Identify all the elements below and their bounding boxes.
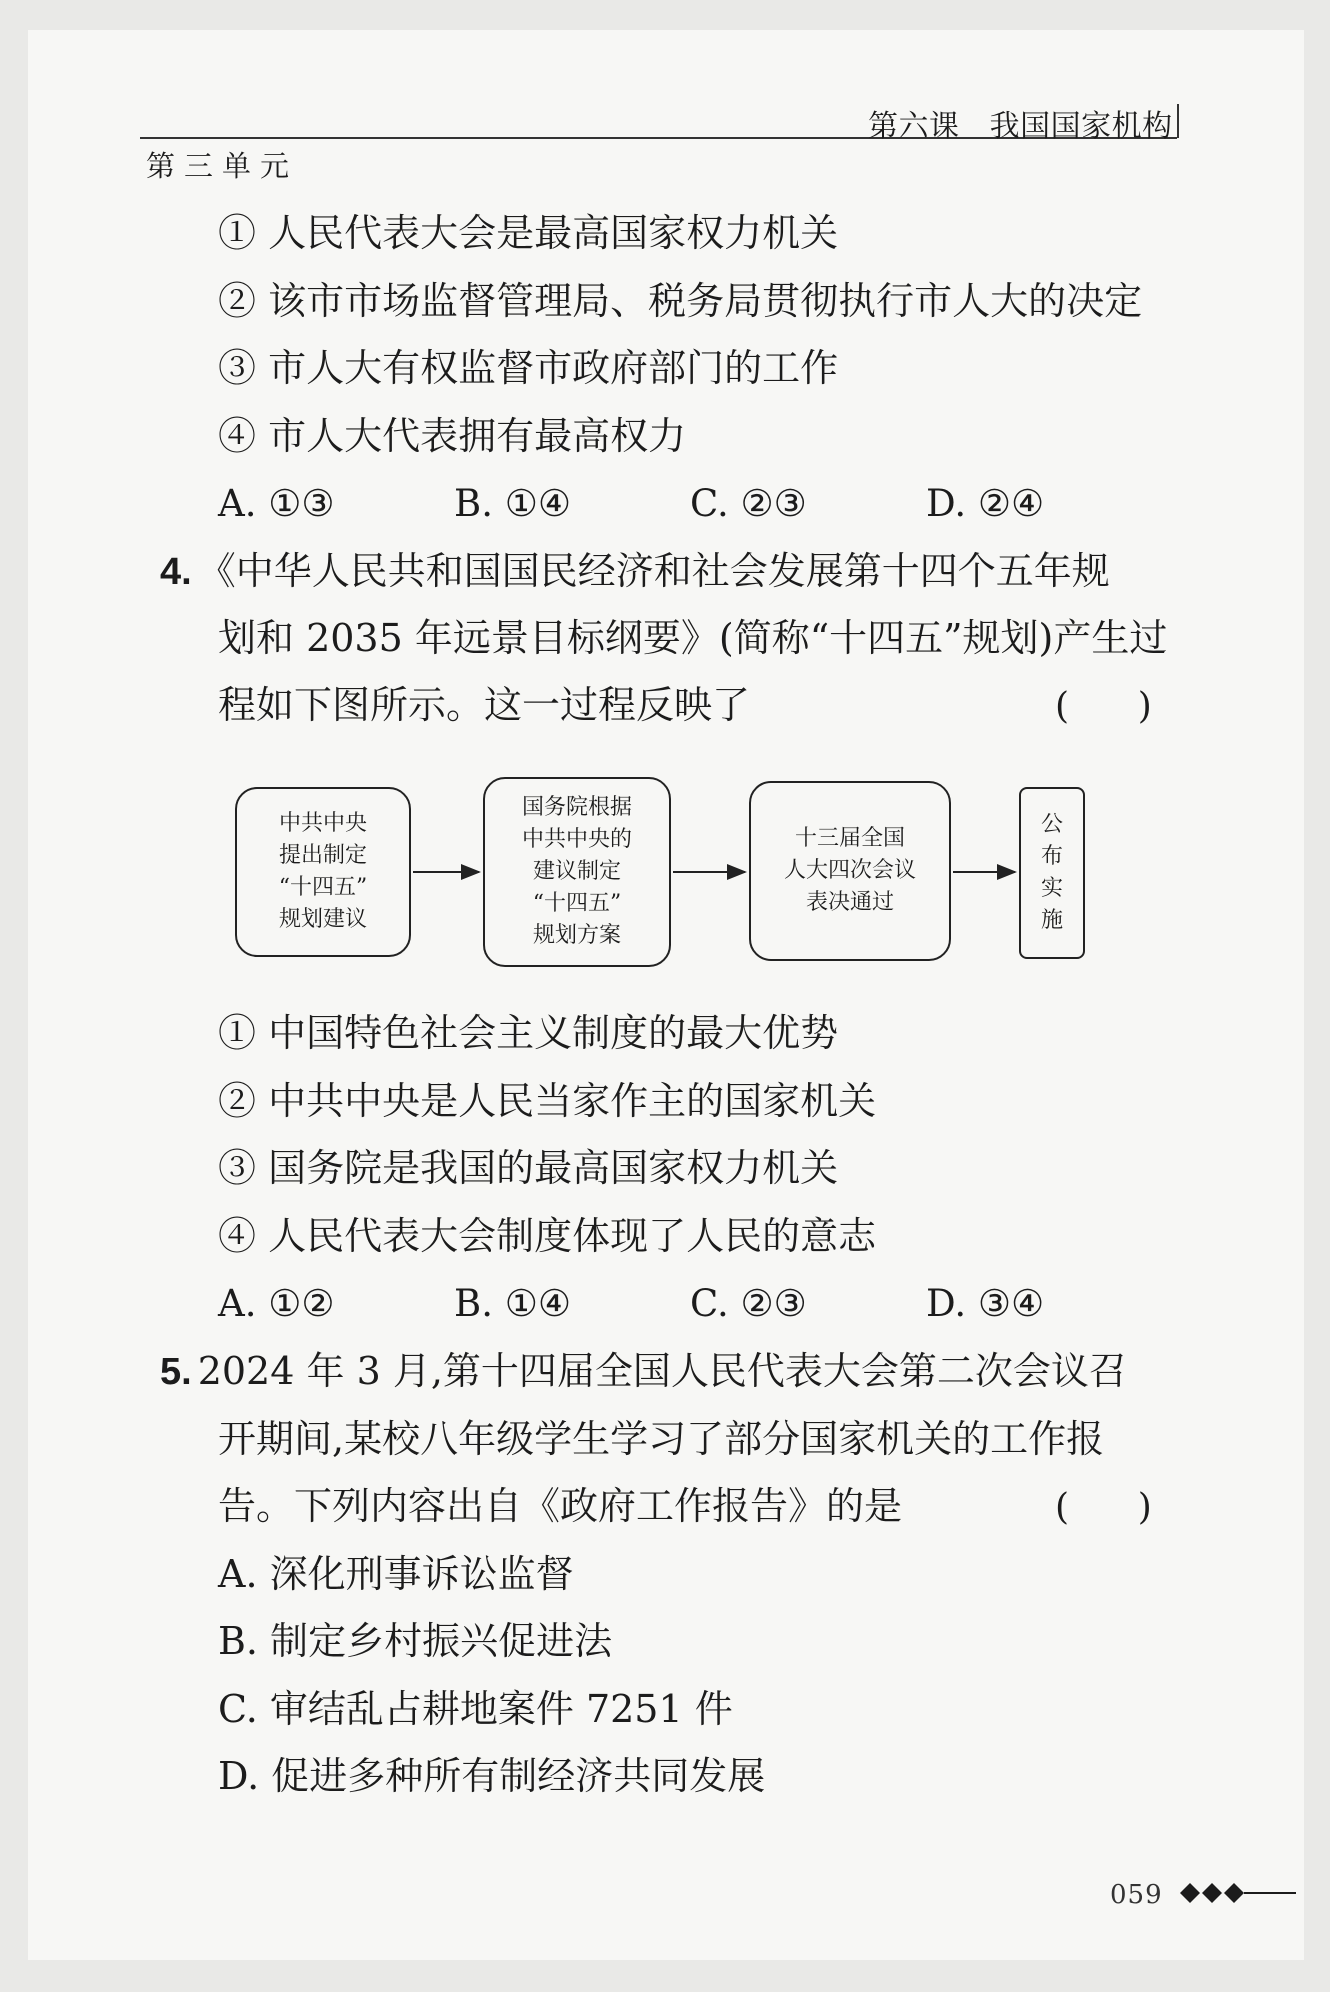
- q4-number: 4.: [160, 551, 192, 593]
- q4-option-a: A. ①②: [218, 1282, 335, 1325]
- lesson-title: 第六课 我国国家机构: [868, 109, 1173, 144]
- q4-statement-4: ④ 人民代表大会制度体现了人民的意志: [218, 1214, 877, 1258]
- q3-option-c: C. ②③: [690, 482, 807, 525]
- q4-answer-bracket: ( ): [1055, 686, 1152, 727]
- flow-arrows: [225, 775, 1105, 975]
- header-tick: [1177, 104, 1179, 138]
- q4-line-2: 划和 2035 年远景目标纲要》(简称“十四五”规划)产生过: [218, 616, 1168, 660]
- q5-answer-bracket: ( ): [1055, 1487, 1152, 1528]
- q5-line-3: 告。下列内容出自《政府工作报告》的是: [218, 1484, 903, 1528]
- q3-statement-3: ③ 市人大有权监督市政府部门的工作: [218, 346, 839, 390]
- q5-option-b: B. 制定乡村振兴促进法: [218, 1619, 613, 1663]
- unit-label: 第三单元: [146, 149, 299, 183]
- flow-step-4: 公 布 实 施: [1019, 787, 1085, 959]
- q5-line-1: [160, 1350, 1127, 1395]
- q4-line-1: [160, 550, 1110, 595]
- q5-option-c: C. 审结乱占耕地案件 7251 件: [218, 1687, 733, 1731]
- q5-option-a: A. 深化刑事诉讼监督: [218, 1552, 574, 1596]
- flow-step-2: 国务院根据 中共中央的 建议制定 “十四五” 规划方案: [483, 777, 671, 967]
- q5-number: 5.: [160, 1351, 192, 1393]
- page-number: 059: [1110, 1880, 1163, 1910]
- q4-statement-1: ① 中国特色社会主义制度的最大优势: [218, 1011, 839, 1055]
- q3-option-b: B. ①④: [454, 482, 572, 525]
- q4-option-b: B. ①④: [454, 1282, 572, 1325]
- flow-step-1: 中共中央 提出制定 “十四五” 规划建议: [235, 787, 411, 957]
- q4-option-d: D. ③④: [926, 1282, 1045, 1325]
- q5-line-1-text: 2024 年 3 月,第十四届全国人民代表大会第二次会议召: [197, 1349, 1127, 1393]
- q3-statement-4: ④ 市人大代表拥有最高权力: [218, 414, 687, 458]
- q4-option-c: C. ②③: [690, 1282, 807, 1325]
- diamond-ornament-icon: [1178, 1878, 1298, 1908]
- q5-line-2: 开期间,某校八年级学生学习了部分国家机关的工作报: [218, 1417, 1105, 1461]
- q4-statement-2: ② 中共中央是人民当家作主的国家机关: [218, 1079, 877, 1123]
- flow-step-3: 十三届全国 人大四次会议 表决通过: [749, 781, 951, 961]
- q3-option-d: D. ②④: [926, 482, 1045, 525]
- q4-line-3: 程如下图所示。这一过程反映了: [218, 683, 751, 727]
- q4-statement-3: ③ 国务院是我国的最高国家权力机关: [218, 1146, 839, 1190]
- q5-option-d: D. 促进多种所有制经济共同发展: [218, 1754, 766, 1798]
- q3-option-a: A. ①③: [218, 482, 335, 525]
- q4-line-1-text: 《中华人民共和国国民经济和社会发展第十四个五年规: [197, 549, 1110, 593]
- q3-statement-2: ② 该市市场监督管理局、税务局贯彻执行市人大的决定: [218, 279, 1143, 323]
- q3-statement-1: ① 人民代表大会是最高国家权力机关: [218, 211, 839, 255]
